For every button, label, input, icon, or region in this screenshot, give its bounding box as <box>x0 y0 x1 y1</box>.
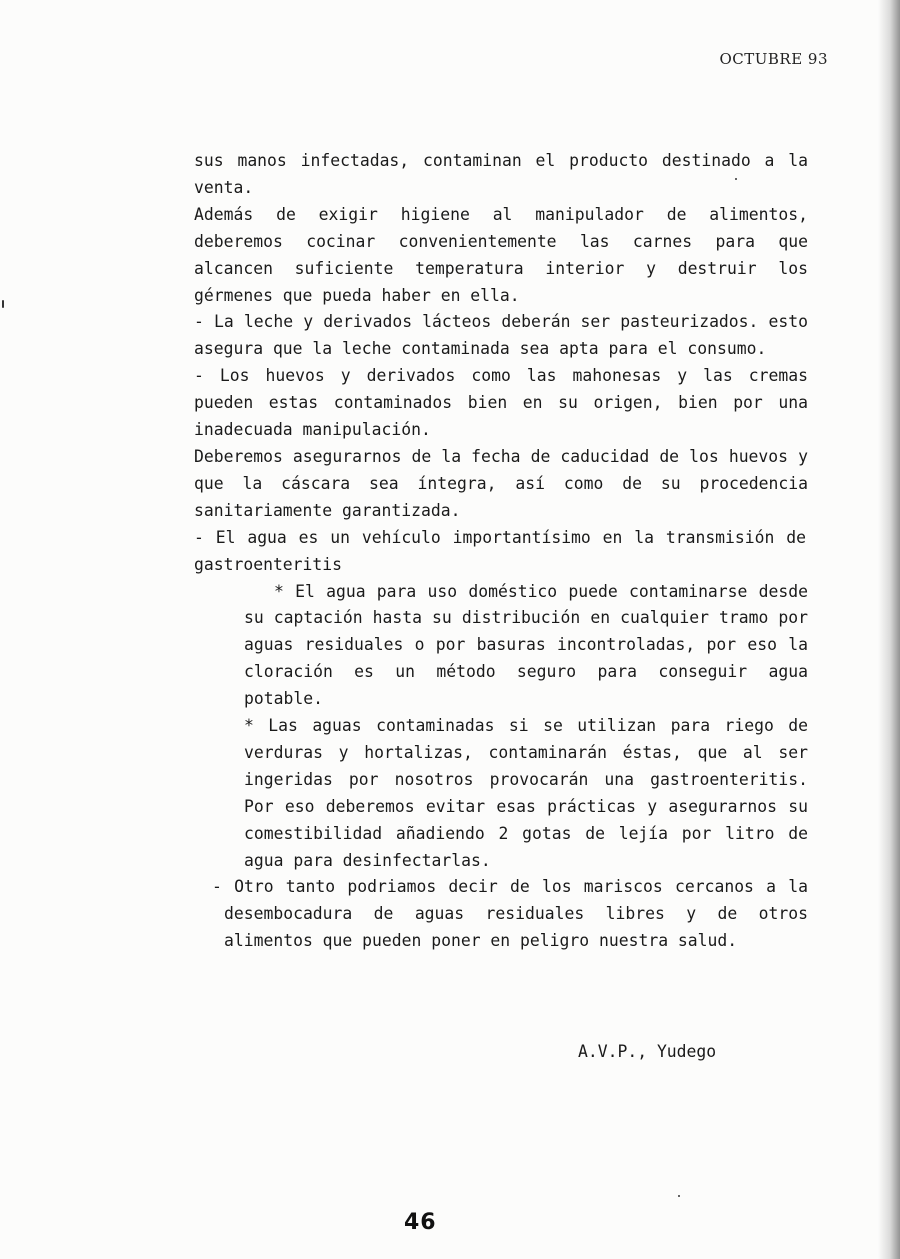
paragraph: Deberemos asegurarnos de la fecha de caducidad de los huevos y que la cáscara sea íntegra, así como de su procedencia sanitariamente garantizada. <box>194 446 808 520</box>
paragraph: - La leche y derivados lácteos deberán ser pasteurizados. esto asegura que la leche contaminada sea apta para el consumo. <box>194 312 808 359</box>
article-body <box>194 148 808 955</box>
sub-item: * Las aguas contaminadas si se utilizan para riego de verduras y hortalizas, contaminarán éstas, que al ser ingeridas por nosotros provocarán una gastroenteritis. Por eso deberemos evitar esas prácticas y asegurarnos su comestibilidad añadiendo 2 gotas de lejía por litro de agua para desinfectarlas. <box>244 716 808 870</box>
paragraph: - Los huevos y derivados como las mahonesas y las cremas pueden estas contaminados bien en su origen, bien por una inadecuada manipulación. <box>194 366 808 440</box>
scan-speck <box>2 300 4 308</box>
scan-speck <box>735 178 737 180</box>
sub-item: * El agua para uso doméstico puede contaminarse desde su captación hasta su distribución en cualquier tramo por aguas residuales o por basuras incontroladas, por eso la cloración es un método seguro para conseguir agua potable. <box>244 581 808 709</box>
signature: A.V.P., Yudego <box>578 1042 717 1061</box>
header-date: OCTUBRE 93 <box>719 50 828 68</box>
scan-speck <box>678 1195 680 1197</box>
paragraph: sus manos infectadas, contaminan el producto destinado a la venta. <box>194 151 808 197</box>
page-edge-shadow <box>878 0 900 1259</box>
paragraph: Además de exigir higiene al manipulador de alimentos, deberemos cocinar convenientemente las carnes para que alcancen suficiente temperatura interior y destruir los gérmenes que pueda haber en ella. <box>194 204 808 305</box>
paragraph: - El agua es un vehículo importantísimo en la transmisión de gastroenteritis <box>194 527 806 574</box>
page-number: 46 <box>404 1210 437 1235</box>
final-paragraph: - Otro tanto podriamos decir de los mariscos cercanos a la desembocadura de aguas residuales libres y de otros alimentos que pueden poner en peligro nuestra salud. <box>212 877 808 951</box>
